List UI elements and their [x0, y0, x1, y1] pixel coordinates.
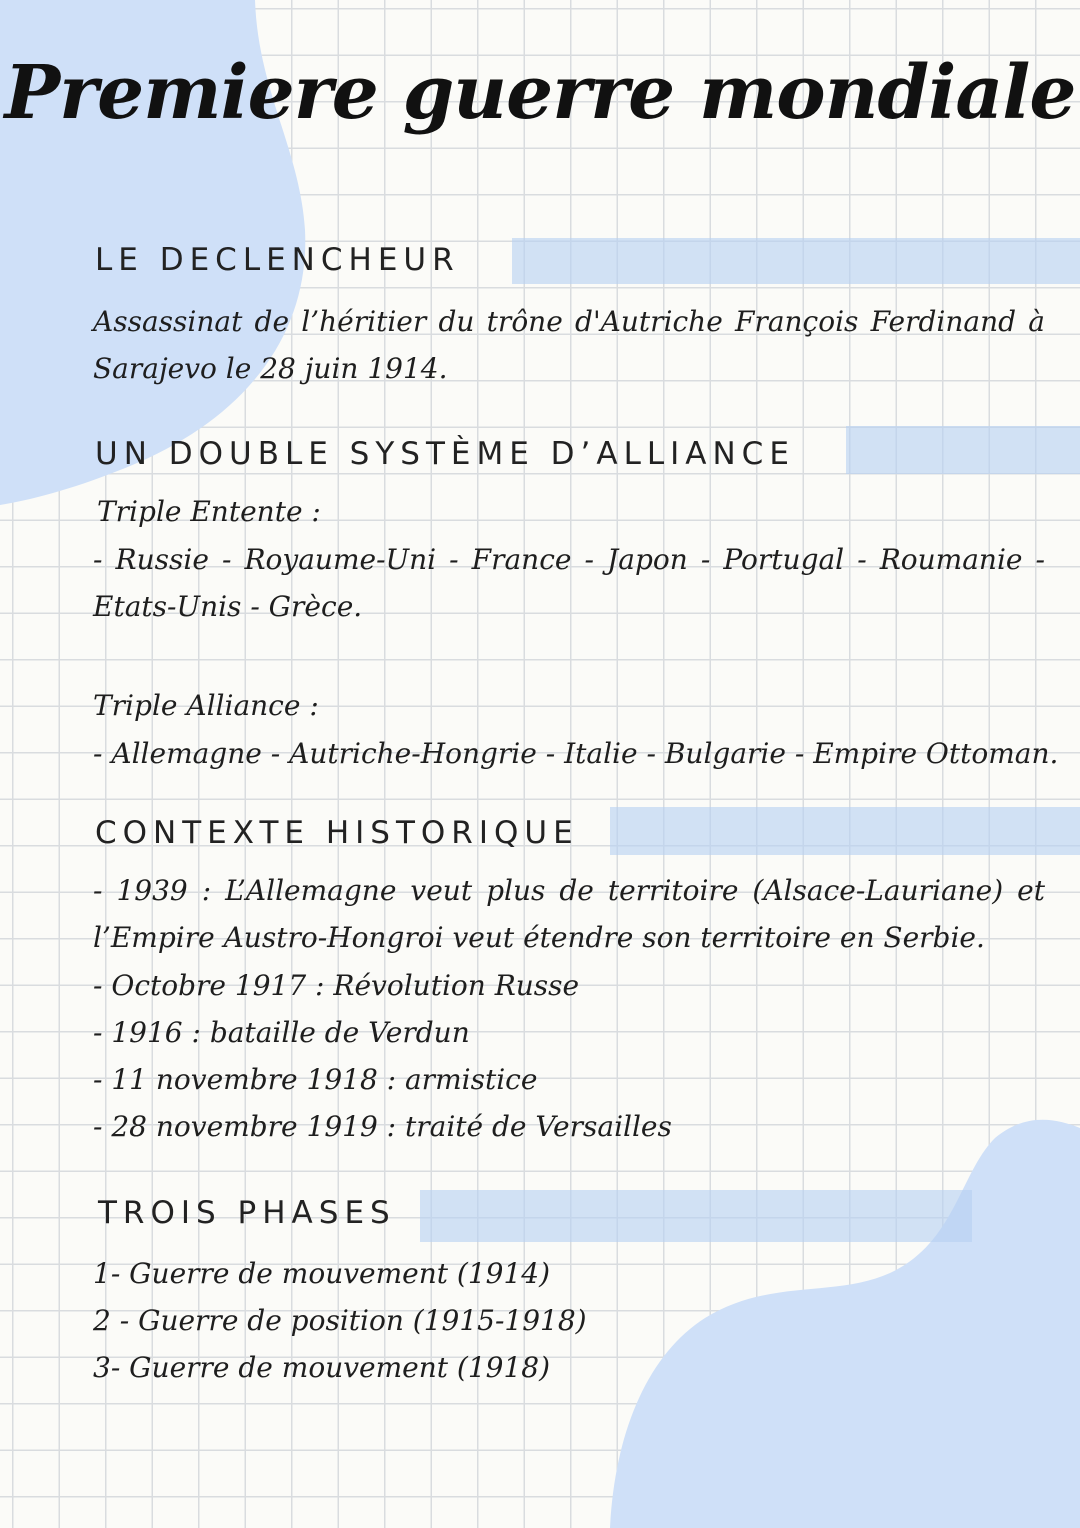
- list-item: 1- Guerre de mouvement (1914): [93, 1257, 551, 1290]
- alliance-members: - Allemagne - Autriche-Hongrie - Italie - Bulgarie - Empire Ottoman.: [93, 737, 1059, 770]
- entente-title: Triple Entente :: [97, 495, 321, 528]
- list-item: - 28 novembre 1919 : traité de Versailles: [93, 1110, 672, 1143]
- list-item: - Octobre 1917 : Révolution Russe: [93, 969, 580, 1002]
- list-item: 3- Guerre de mouvement (1918): [93, 1351, 551, 1384]
- phases-list: [93, 1250, 587, 1391]
- declencheur-text: Assassinat de l’héritier du trône d'Autriche François Ferdinand à Sarajevo le 28 juin 1914.: [93, 305, 1045, 385]
- heading-alliances: UN DOUBLE SYSTÈME D’ALLIANCE: [95, 436, 795, 472]
- list-item: - 1916 : bataille de Verdun: [93, 1016, 470, 1049]
- heading-band-alliances: [846, 426, 1080, 474]
- bottom-right-blob: [600, 1108, 1080, 1528]
- page-title: Premiere guerre mondiale: [4, 50, 1076, 136]
- heading-phases: TROIS PHASES: [98, 1195, 396, 1231]
- heading-contexte: CONTEXTE HISTORIQUE: [95, 815, 579, 851]
- heading-band-declencheur: [512, 238, 1080, 284]
- contexte-intro: - 1939 : L’Allemagne veut plus de territoire (Alsace-Lauriane) et l’Empire Austro-Hongroi veut étendre son territoire en Serbie.: [93, 874, 1045, 954]
- heading-band-contexte: [610, 807, 1080, 855]
- entente-members: - Russie - Royaume-Uni - France - Japon - Portugal - Roumanie - Etats-Unis - Grèce.: [93, 543, 1045, 623]
- contexte-events: [93, 962, 672, 1150]
- heading-band-phases: [420, 1190, 972, 1242]
- list-item: 2 - Guerre de position (1915-1918): [93, 1304, 587, 1337]
- alliance-title: Triple Alliance :: [93, 689, 319, 722]
- heading-declencheur: LE DECLENCHEUR: [95, 242, 460, 278]
- list-item: - 11 novembre 1918 : armistice: [93, 1063, 538, 1096]
